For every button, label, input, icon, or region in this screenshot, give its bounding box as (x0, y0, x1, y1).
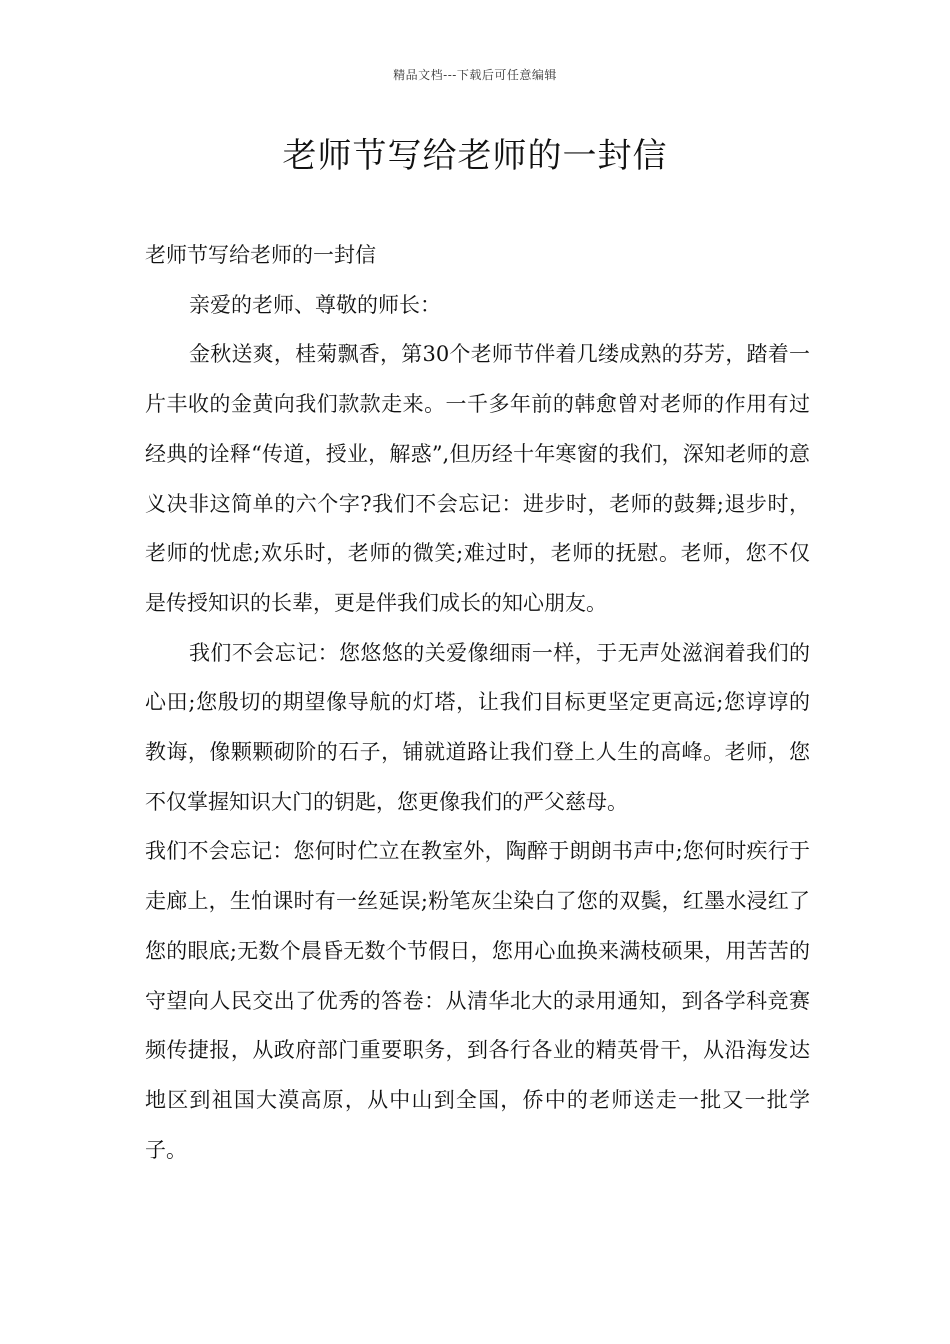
paragraph-3: 我们不会忘记：您何时伫立在教室外，陶醉于朗朗书声中;您何时疾行于走廊上，生怕课时有一丝延误;粉笔灰尘染白了您的双鬓，红墨水浸红了您的眼底;无数个晨昏无数个节假日，您用心血换来满枝硕果，用苦苦的守望向人民交出了优秀的答卷：从清华北大的录用通知，到各学科竞赛频传捷报，从政府部门重要职务，到各行各业的精英骨干，从沿海发达地区到祖国大漠高原，从中山到全国，侨中的老师送走一批又一批学子。 (145, 839, 810, 1162)
header-note: 精品文档---下载后可任意编辑 (393, 68, 557, 82)
paragraph-2: 我们不会忘记：您悠悠的关爱像细雨一样，于无声处滋润着我们的心田;您殷切的期望像导航的灯塔，让我们目标更坚定更高远;您谆谆的教诲，像颗颗砌阶的石子，铺就道路让我们登上人生的高峰。老师，您不仅掌握知识大门的钥匙，您更像我们的严父慈母。 (145, 640, 810, 814)
salutation: 亲爱的老师、尊敬的师长： (189, 292, 441, 317)
paragraph-1: 金秋送爽，桂菊飘香，第30个老师节伴着几缕成熟的芬芳，踏着一片丰收的金黄向我们款款走来。一千多年前的韩愈曾对老师的作用有过经典的诠释“传道，授业，解惑”,但历经十年寒窗的我们，深知老师的意义决非这简单的六个字?我们不会忘记：进步时，老师的鼓舞;退步时，老师的忧虑;欢乐时，老师的微笑;难过时，老师的抚慰。老师，您不仅是传授知识的长辈，更是伴我们成长的知心朋友。 (145, 342, 810, 615)
document-title: 老师节写给老师的一封信 (282, 136, 668, 176)
body-heading: 老师节写给老师的一封信 (145, 243, 376, 267)
document-body (145, 231, 810, 1175)
